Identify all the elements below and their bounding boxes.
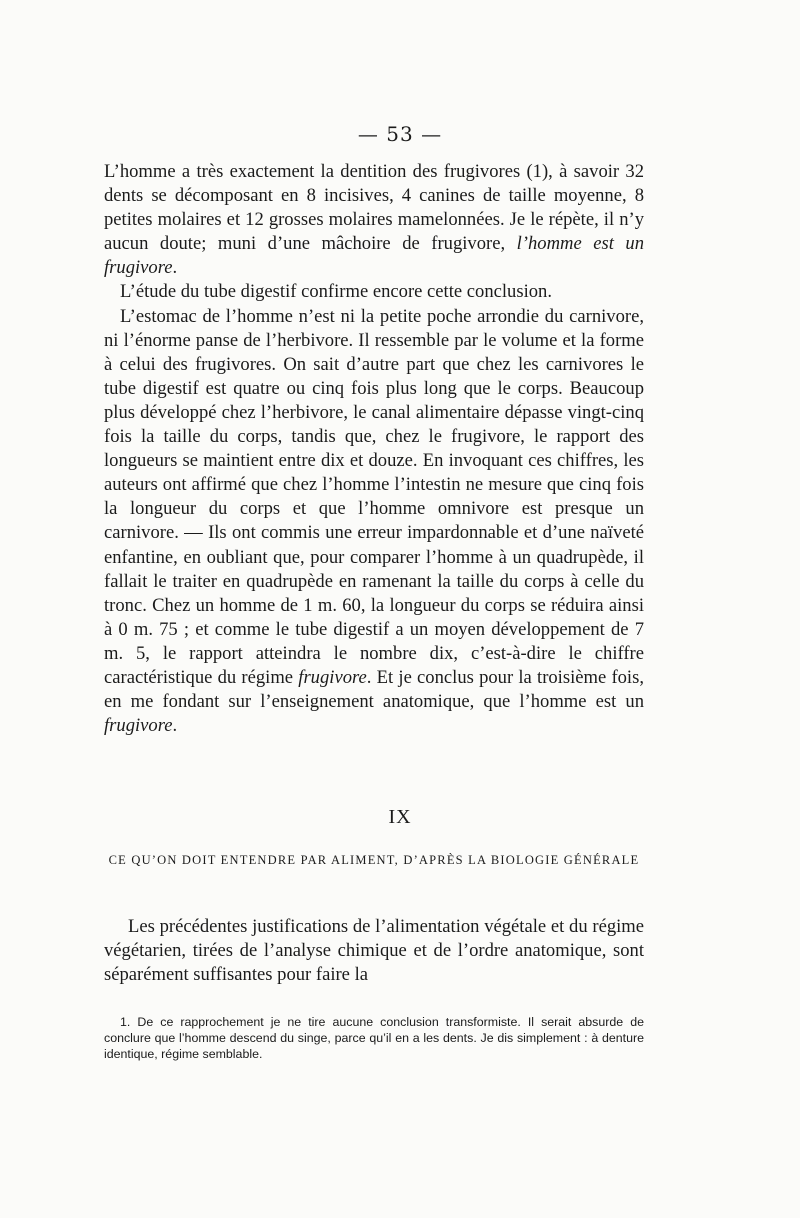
paragraph-dentition-end: . xyxy=(172,257,178,279)
conclusion-emphasis: l’homme est un frugivore xyxy=(104,233,644,279)
paragraph-dentition xyxy=(104,160,644,280)
paragraph-justifications: Les précédentes justifications de l’alimentation végétale et du régime végétarien, tirées de l’analyse chimique et de l’ordre anatomique, sont séparément suffisantes pour faire la xyxy=(104,916,644,986)
page-number: — 53 — xyxy=(357,122,443,146)
frugivore-emphasis: frugivore xyxy=(298,666,367,688)
paragraph-stomach xyxy=(104,305,644,739)
body-text xyxy=(104,160,644,738)
chapter-title: CE QU’ON DOIT ENTENDRE PAR ALIMENT, D’APRÈS LA BIOLOGIE GÉNÉRALE xyxy=(108,853,640,867)
paragraph-digestive-tube: L’étude du tube digestif confirme encore cette conclusion. xyxy=(120,281,552,303)
footnote xyxy=(104,1014,644,1062)
section-text xyxy=(104,915,644,987)
paragraph-stomach-end: . xyxy=(172,715,178,737)
paragraph-stomach-text-cont: . Et je conclus pour la troisième fois, en me fondant sur l’enseignement anatomique, que l’homme est un xyxy=(104,666,644,713)
paragraph-dentition-text: L’homme a très exactement la dentition des frugivores (1), à savoir 32 dents se décomposant en 8 incisives, 4 canines de taille moyenne, 8 petites molaires et 12 grosses molaires mamelonnées. Je le répète, il n’y aucun doute; muni d’une mâchoire de frugivore, xyxy=(104,161,644,255)
footnote-text: 1. De ce rapprochement je ne tire aucune conclusion transformiste. Il serait absurde de conclure que l’homme descend du singe, parce qu’il en a les dents. Je dis simplement : à denture identique, régime semblable. xyxy=(104,1015,644,1061)
chapter-number: IX xyxy=(388,806,412,828)
frugivore-emphasis: frugivore xyxy=(104,715,173,737)
paragraph-stomach-text: L’estomac de l’homme n’est ni la petite poche arrondie du carnivore, ni l’énorme panse de l’herbivore. Il ressemble par le volume et la forme à celui des frugivores. On sait d’autre part que chez les carnivores le tube digestif est quatre ou cinq fois plus long que le corps. Beaucoup plus développé chez l’herbivore, le canal alimentaire dépasse vingt-cinq fois la taille du corps, tandis que, chez le frugivore, le rapport des longueurs se maintient entre dix et douze. En invoquant ces chiffres, les auteurs ont affirmé que chez l’homme l’intestin ne mesure que cinq fois la longueur du corps et que l’homme omnivore est presque un carnivore. — Ils ont commis une erreur impardonnable et d’une naïveté enfantine, en oubliant que, pour comparer l’homme à un quadrupède, il fallait le traiter en quadrupède en ramenant la taille du corps à celle du tronc. Chez un homme de 1 m. 60, la longueur du corps se réduira ainsi à 0 m. 75 ; et comme le tube digestif a un moyen développement de 7 m. 5, le rapport atteindra le nombre dix, c’est-à-dire le chiffre caractéristique du régime xyxy=(104,305,644,688)
